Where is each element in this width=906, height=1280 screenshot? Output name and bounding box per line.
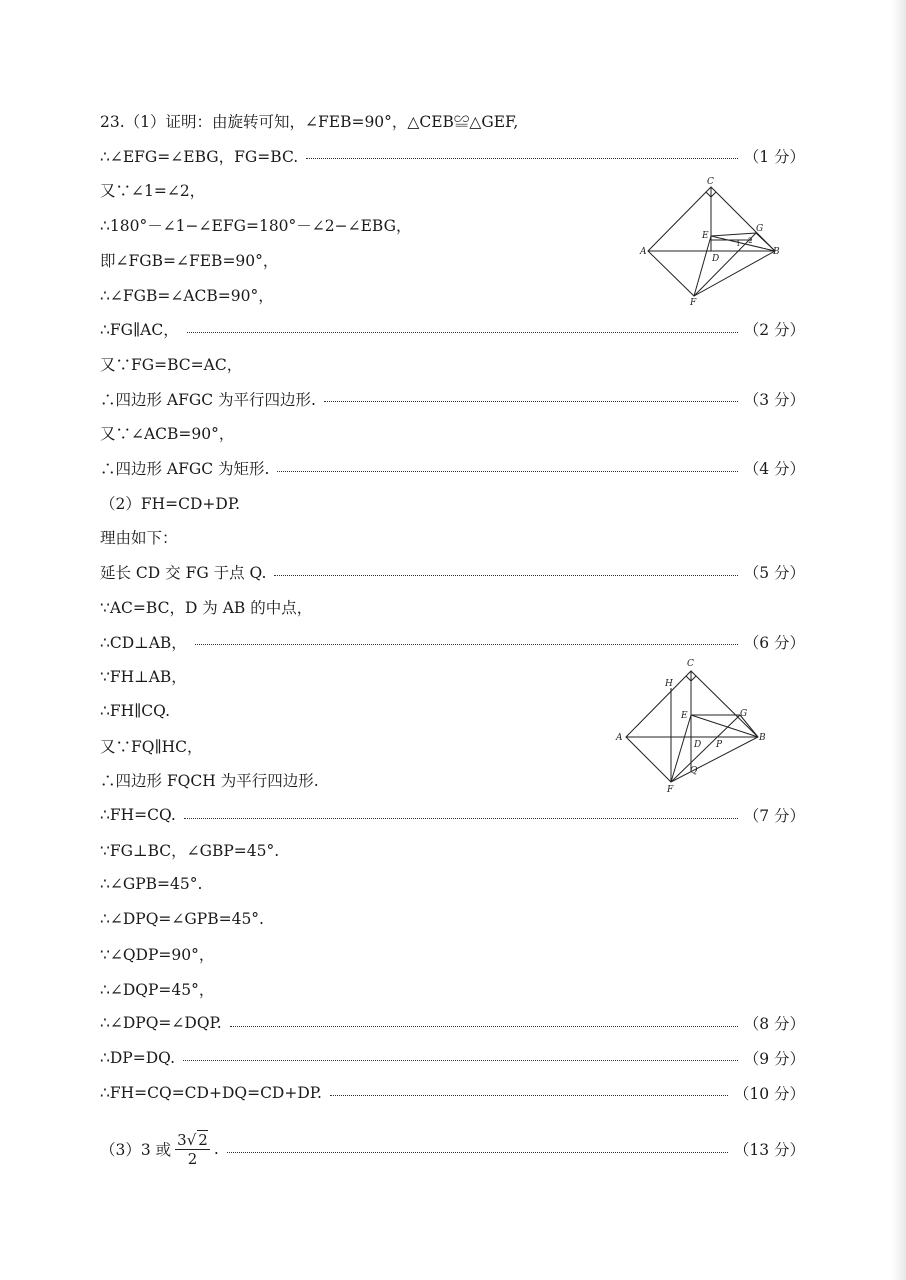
line-text: 延长 CD 交 FG 于点 Q. (100, 564, 267, 583)
fig2-label-q: Q (690, 766, 698, 776)
line-text: ∴CD⊥AB， (100, 633, 187, 652)
line-text: （2）FH=CD+DP. (100, 494, 241, 513)
line-text: ∴FH=CQ=CD+DQ=CD+DP. (100, 1083, 322, 1102)
fig2-label-g: G (740, 709, 748, 719)
line-text: ∴∠GPB=45°. (100, 875, 203, 894)
dot-leader (274, 575, 737, 576)
line-text: ∴∠FGB=∠ACB=90°， (100, 286, 274, 305)
fig1-line-eb (711, 236, 775, 251)
line-text: ∴FG∥AC， (100, 321, 179, 340)
sqrt-symbol: √ (186, 1131, 197, 1149)
score-label: （8 分） (743, 1015, 805, 1034)
line-text: ∴180°－∠1−∠EFG=180°－∠2−∠EBG， (100, 217, 412, 236)
score-label: （2 分） (743, 321, 805, 340)
line-text: 理由如下： (100, 529, 178, 548)
dot-leader (330, 1095, 728, 1096)
solution-line (100, 141, 805, 171)
answer-suffix: . (213, 1140, 219, 1158)
fig1-label-e: E (702, 231, 709, 241)
line-text: 又∵∠ACB=90°， (100, 425, 235, 444)
line-text: ∴∠DPQ=∠DQP. (100, 1014, 222, 1033)
line-text: ∴∠DQP=45°， (100, 980, 215, 999)
answer-prefix: （3）3 或 (100, 1141, 172, 1159)
line-text: ∴四边形 AFGC 为矩形. (100, 460, 270, 478)
fig1-label-d: D (712, 254, 720, 264)
dot-leader (306, 158, 738, 159)
score-label: （1 分） (743, 147, 805, 166)
sqrt-radicand: 2 (198, 1131, 208, 1149)
solution-line (100, 557, 805, 587)
line-text: 又∵FQ∥HC， (100, 737, 203, 756)
line-text: ∴四边形 FQCH 为平行四边形. (100, 772, 319, 791)
fraction-numerator (175, 1130, 210, 1150)
score-label: （10 分） (733, 1084, 805, 1103)
score-label: （5 分） (743, 564, 805, 583)
answer-line-part3 (100, 1131, 805, 1168)
fig1-label-c: C (707, 177, 714, 187)
fig2-label-b: B (759, 733, 766, 743)
score-label: （3 分） (743, 390, 805, 409)
score-label: （4 分） (743, 460, 805, 478)
line-text: ∴FH∥CQ. (100, 701, 171, 720)
fraction-denominator: 2 (187, 1150, 198, 1168)
figure-2-diagram (612, 654, 772, 794)
fig1-label-angle2: 2 (748, 237, 753, 245)
solution-line (100, 869, 805, 899)
score-label: （13 分） (733, 1141, 805, 1159)
dot-leader (324, 401, 738, 402)
dot-leader (187, 332, 738, 333)
score-label: （9 分） (743, 1049, 805, 1068)
line-text: ∴四边形 AFGC 为平行四边形. (100, 390, 316, 409)
solution-line (100, 384, 805, 414)
line-text: ∵∠QDP=90°， (100, 945, 215, 964)
solution-line (100, 800, 805, 830)
dot-leader (227, 1152, 728, 1153)
solution-line (100, 522, 805, 552)
line-text: 又∵FG=BC=AC， (100, 355, 243, 374)
numerator-coefficient: 3 (177, 1131, 187, 1149)
fig1-label-a: A (640, 247, 647, 257)
score-label: （6 分） (743, 633, 805, 652)
line-text: ∴∠EFG=∠EBG，FG=BC. (100, 147, 299, 166)
page-edge-shadow (892, 0, 906, 1280)
score-label: （7 分） (743, 807, 805, 825)
line-text: ∴FH=CQ. (100, 806, 176, 824)
line-text: ∵FH⊥AB， (100, 668, 187, 687)
solution-line (100, 349, 805, 379)
solution-line (100, 1078, 805, 1108)
fig2-label-p: P (716, 740, 723, 750)
solution-line (100, 1043, 805, 1073)
solution-line (100, 974, 805, 1004)
solution-line (100, 904, 805, 934)
solution-line (100, 453, 805, 483)
figure-1-diagram (640, 178, 800, 308)
fig1-label-f: F (690, 298, 697, 308)
line-text: ∵FG⊥BC，∠GBP=45°. (100, 841, 280, 860)
solution-line (100, 939, 805, 969)
answer-fraction (175, 1130, 210, 1168)
solution-line (100, 418, 805, 448)
solution-line (100, 106, 805, 136)
solution-line (100, 627, 805, 657)
dot-leader (230, 1026, 738, 1027)
dot-leader (277, 471, 737, 472)
dot-leader (183, 1060, 738, 1061)
line-text: ∴DP=DQ. (100, 1048, 175, 1067)
fig2-line-eb (691, 715, 758, 737)
line-text: 23.（1）证明：由旋转可知，∠FEB=90°，△CEB≌△GEF, (100, 113, 519, 131)
fig2-label-a: A (616, 733, 623, 743)
dot-leader (195, 644, 738, 645)
fig2-label-e: E (681, 711, 688, 721)
fig1-label-g: G (756, 224, 764, 234)
line-text: 即∠FGB=∠FEB=90°， (100, 251, 279, 270)
line-text: ∵AC=BC，D 为 AB 的中点， (100, 598, 313, 617)
line-text: ∴∠DPQ=∠GPB=45°. (100, 910, 264, 929)
fig1-label-angle1: 1 (736, 240, 741, 248)
fig1-line-eg (711, 233, 756, 236)
line-text: 又∵∠1=∠2， (100, 182, 206, 201)
dot-leader (184, 818, 738, 819)
solution-line (100, 592, 805, 622)
solution-line (100, 1008, 805, 1038)
solution-line (100, 835, 805, 865)
solution-line (100, 314, 805, 344)
fig2-label-f: F (667, 785, 674, 795)
fig2-label-c: C (687, 659, 694, 669)
fig2-label-d: D (694, 740, 702, 750)
solution-line (100, 488, 805, 518)
fig1-label-b: B (773, 247, 780, 257)
fig2-label-h: H (665, 679, 673, 689)
